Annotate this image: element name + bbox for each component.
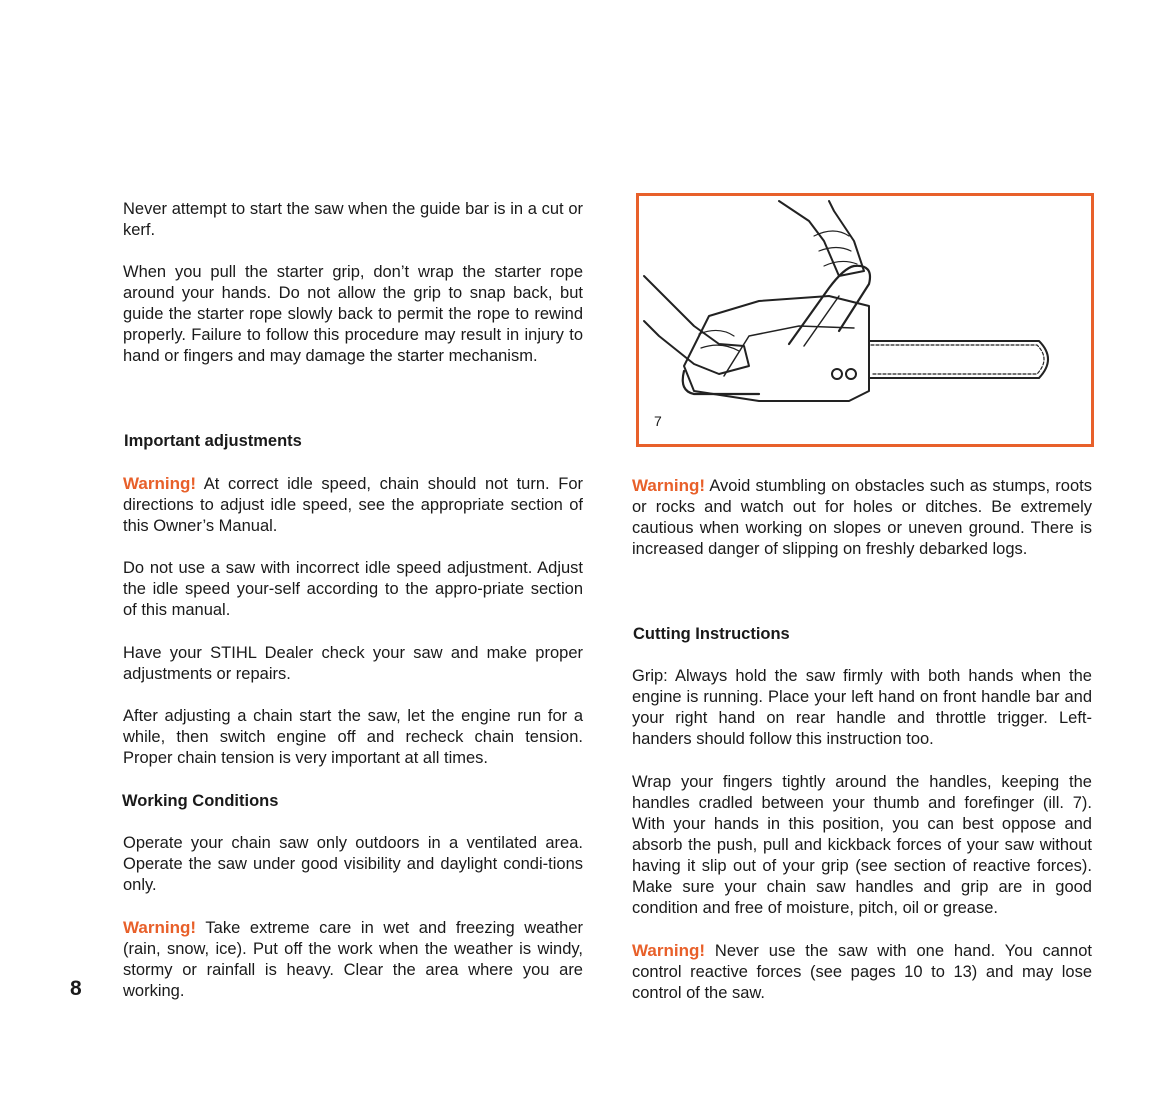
paragraph-starter-rope bbox=[123, 262, 583, 367]
paragraph-text: Never attempt to start the saw when the guide bar is in a cut or kerf. bbox=[123, 200, 583, 239]
warning-label: Warning! bbox=[123, 918, 197, 937]
paragraph-incorrect-idle bbox=[123, 558, 583, 621]
warning-weather bbox=[123, 917, 583, 1002]
heading-working-conditions: Working Conditions bbox=[122, 792, 279, 810]
warning-one-hand bbox=[632, 940, 1092, 1004]
paragraph-operate bbox=[123, 833, 583, 896]
warning-stumbling bbox=[632, 475, 1092, 560]
paragraph-start-guide-bar bbox=[123, 199, 583, 241]
page-number: 8 bbox=[70, 977, 82, 1000]
paragraph-text: Operate your chain saw only outdoors in a ventilated area. Operate the saw under good visibility and daylight condi-tions only. bbox=[123, 834, 583, 894]
heading-cutting-instructions: Cutting Instructions bbox=[633, 625, 790, 643]
warning-text: Never use the saw with one hand. You cannot control reactive forces (see pages 10 to 13) and may lose control of the saw. bbox=[632, 942, 1092, 1002]
paragraph-text: When you pull the starter grip, don’t wrap the starter rope around your hands. Do not allow the grip to snap back, but guide the starter rope slowly back to permit the rope to rewind properly. Failure to follow this procedure may result in injury to hand or fingers and may damage the starter mechanism. bbox=[123, 263, 583, 365]
heading-important-adjustments: Important adjustments bbox=[124, 432, 302, 450]
warning-text: Avoid stumbling on obstacles such as stumps, roots or rocks and watch out for holes or ditches. Be extremely cautious when working on slopes or uneven ground. There is increased danger of slipping on freshly debarked logs. bbox=[632, 477, 1092, 558]
figure-7-box bbox=[636, 193, 1094, 447]
paragraph-text: After adjusting a chain start the saw, let the engine run for a while, then switch engine off and recheck chain tension. Proper chain tension is very important at all times. bbox=[123, 707, 583, 767]
warning-label: Warning! bbox=[632, 941, 706, 960]
paragraph-text: Wrap your fingers tightly around the handles, keeping the handles cradled between your thumb and forefinger (ill. 7). With your hands in this position, you can best oppose and absorb the push, pull and kickback forces of your saw without having it slip out of your grip (see section of reactive forces). Make sure your chain saw handles and grip are in good condition and free of moisture, pitch, oil or grease. bbox=[632, 773, 1092, 917]
paragraph-grip bbox=[632, 666, 1092, 750]
warning-label: Warning! bbox=[632, 476, 706, 495]
warning-text: At correct idle speed, chain should not turn. For directions to adjust idle speed, see the appropriate section of this Owner’s Manual. bbox=[123, 475, 583, 535]
paragraph-wrap-fingers bbox=[632, 772, 1092, 919]
paragraph-text: Do not use a saw with incorrect idle speed adjustment. Adjust the idle speed your-self according to the appro-priate section of this manual. bbox=[123, 559, 583, 619]
paragraph-text: Have your STIHL Dealer check your saw and make proper adjustments or repairs. bbox=[123, 644, 583, 683]
figure-label: 7 bbox=[654, 413, 662, 429]
warning-label: Warning! bbox=[123, 474, 197, 493]
paragraph-chain-tension bbox=[123, 706, 583, 769]
paragraph-text: Grip: Always hold the saw firmly with both hands when the engine is running. Place your left hand on front handle bar and your right hand on rear handle and throttle trigger. Left-handers should follow this instruction too. bbox=[632, 667, 1092, 748]
warning-text: Take extreme care in wet and freezing weather (rain, snow, ice). Put off the work when the weather is windy, stormy or rainfall is heavy. Clear the area where you are working. bbox=[123, 919, 583, 1000]
paragraph-dealer bbox=[123, 643, 583, 685]
warning-idle-speed bbox=[123, 473, 583, 537]
chainsaw-grip-illustration-icon bbox=[639, 196, 1091, 444]
